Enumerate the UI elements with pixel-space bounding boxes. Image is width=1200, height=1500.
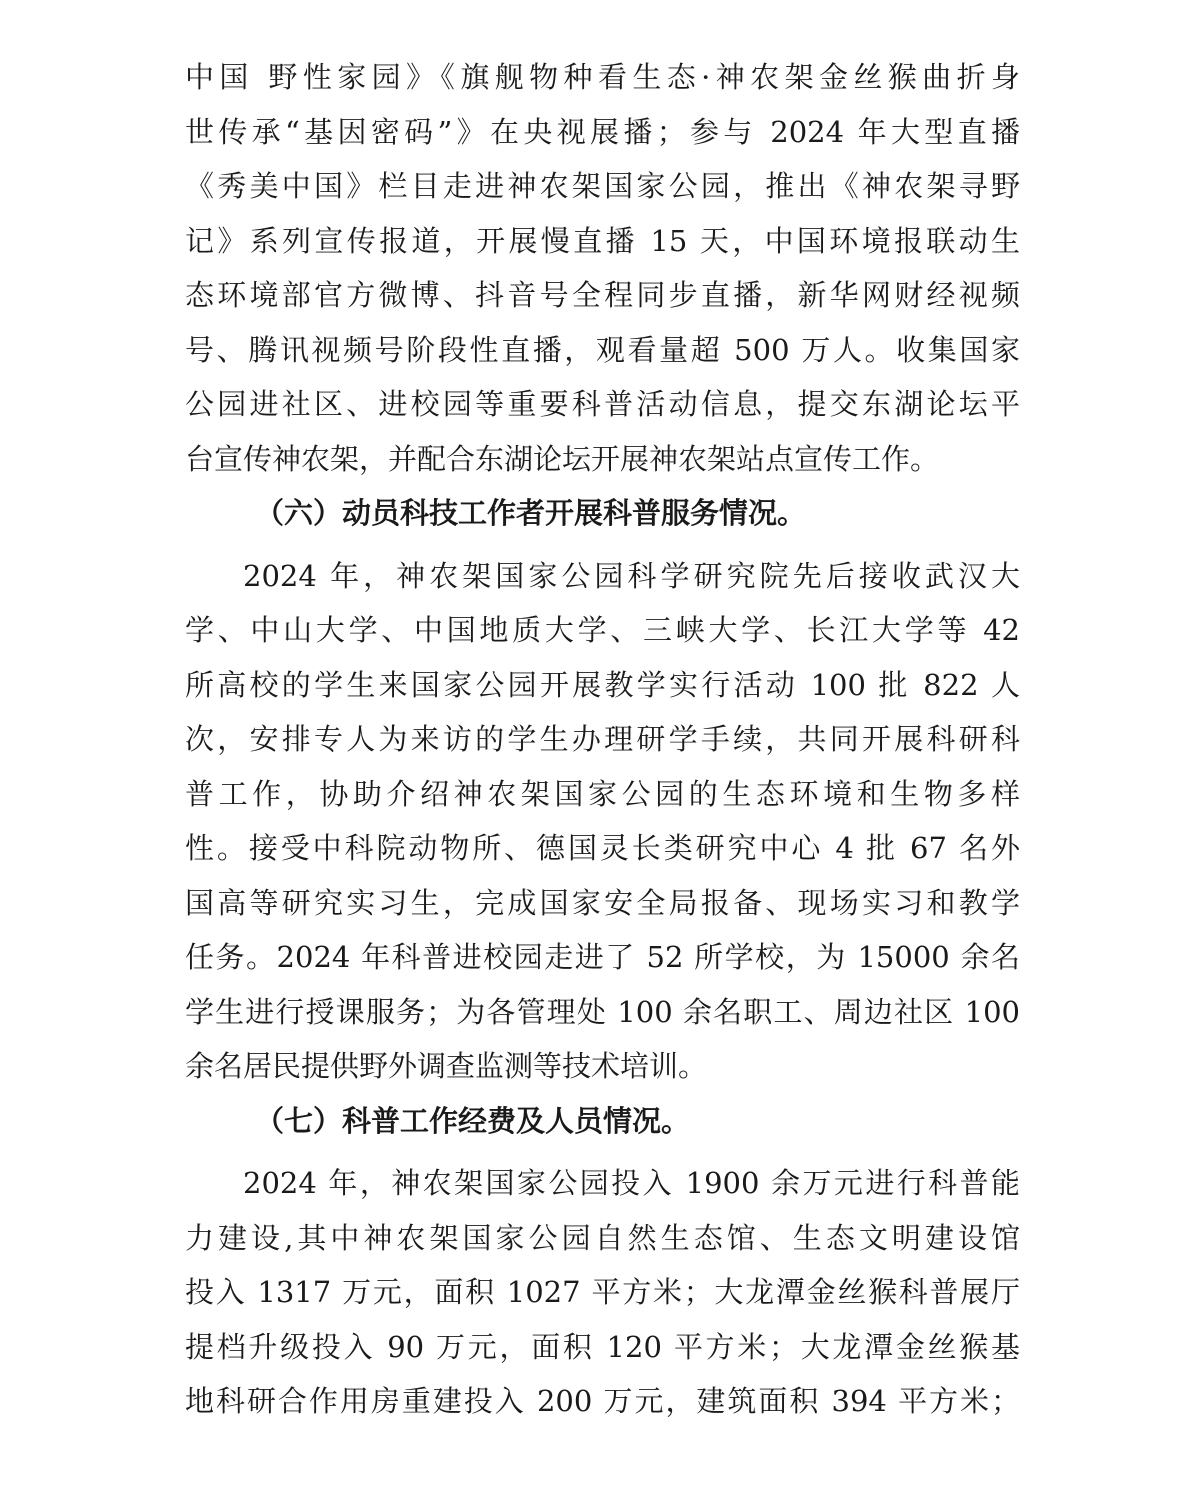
paragraph-line: 次，安排专人为来访的学生办理研学手续，共同开展科研科	[185, 722, 1020, 756]
paragraph-line: 所高校的学生来国家公园开展教学实行活动 100 批 822 人	[185, 667, 1020, 702]
paragraph-line: 地科研合作用房重建投入 200 万元，建筑面积 394 平方米；	[185, 1384, 1020, 1418]
paragraph-line: 台宣传神农架，并配合东湖论坛开展神农架站点宣传工作。	[185, 441, 940, 476]
paragraph-line: 中国 野性家园》《旗舰物种看生态·神农架金丝猴曲折身	[185, 60, 1020, 94]
paragraph-line: 提档升级投入 90 万元，面积 120 平方米；大龙潭金丝猴基	[185, 1329, 1020, 1364]
paragraph-line: 投入 1317 万元，面积 1027 平方米；大龙潭金丝猴科普展厅	[185, 1275, 1020, 1309]
paragraph-line: 号、腾讯视频号阶段性直播，观看量超 500 万人。收集国家	[185, 332, 1020, 367]
paragraph-line: 世传承“基因密码”》在央视展播；参与 2024 年大型直播	[185, 114, 1020, 149]
paragraph-line: 力建设,其中神农架国家公园自然生态馆、生态文明建设馆	[185, 1220, 1020, 1255]
paragraph-line: 国高等研究实习生，完成国家安全局报备、现场实习和教学	[185, 885, 1020, 920]
section-heading-6: （六）动员科技工作者开展科普服务情况。	[255, 496, 807, 530]
paragraph-line: 记》系列宣传报道，开展慢直播 15 天，中国环境报联动生	[185, 223, 1020, 258]
paragraph-line: 余名居民提供野外调查监测等技术培训。	[185, 1049, 708, 1083]
paragraph-line: 普工作，协助介绍神农架国家公园的生态环境和生物多样	[185, 776, 1020, 811]
paragraph-line: 2024 年，神农架国家公园科学研究院先后接收武汉大	[243, 558, 1020, 593]
paragraph-line: 学、中山大学、中国地质大学、三峡大学、长江大学等 42	[185, 613, 1020, 647]
paragraph-line: 2024 年，神农架国家公园投入 1900 余万元进行科普能	[243, 1166, 1020, 1200]
paragraph-2	[185, 549, 1020, 1094]
paragraph-1	[185, 50, 1020, 486]
paragraph-line: 态环境部官方微博、抖音号全程同步直播，新华网财经视频	[185, 278, 1020, 312]
paragraph-3	[185, 1156, 1020, 1429]
paragraph-line: 任务。2024 年科普进校园走进了 52 所学校，为 15000 余名	[185, 940, 1020, 974]
section-heading-7: （七）科普工作经费及人员情况。	[255, 1103, 691, 1138]
paragraph-line: 学生进行授课服务；为各管理处 100 余名职工、周边社区 100	[185, 994, 1020, 1029]
paragraph-line: 公园进社区、进校园等重要科普活动信息，提交东湖论坛平	[185, 387, 1020, 421]
document-page	[185, 50, 1020, 1429]
paragraph-line: 《秀美中国》栏目走进神农架国家公园，推出《神农架寻野	[185, 169, 1020, 203]
paragraph-line: 性。接受中科院动物所、德国灵长类研究中心 4 批 67 名外	[185, 831, 1020, 865]
